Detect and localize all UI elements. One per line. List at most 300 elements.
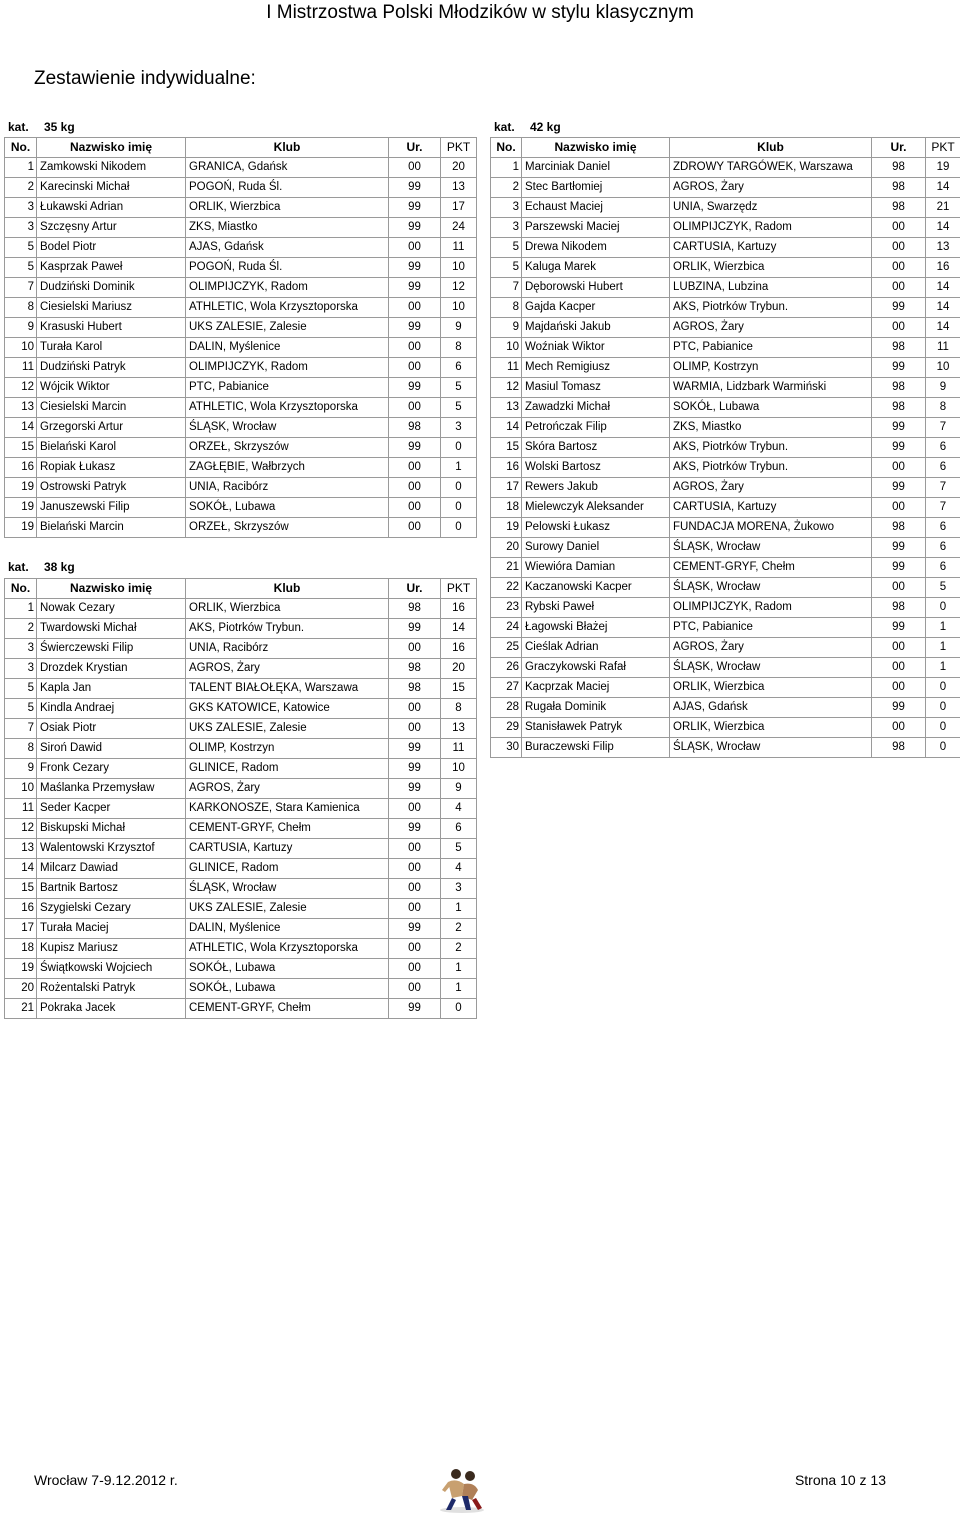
cell-club: CEMENT-GRYF, Chełm xyxy=(186,819,389,839)
table-row xyxy=(5,318,477,338)
table-row xyxy=(491,678,960,698)
cell-name: Gajda Kacper xyxy=(522,298,670,318)
table-row xyxy=(5,799,477,819)
cell-name: Skóra Bartosz xyxy=(522,438,670,458)
cell-points: 9 xyxy=(441,318,477,338)
cell-club: CARTUSIA, Kartuzy xyxy=(670,498,872,518)
table-row xyxy=(491,278,960,298)
table-row xyxy=(491,218,960,238)
cell-club: AGROS, Żary xyxy=(670,178,872,198)
cell-points: 2 xyxy=(441,919,477,939)
cell-birth-year: 00 xyxy=(872,718,926,738)
cell-name: Ciesielski Marcin xyxy=(37,398,186,418)
cell-rank: 14 xyxy=(5,859,37,879)
table-row xyxy=(5,879,477,899)
cell-name: Kupisz Mariusz xyxy=(37,939,186,959)
cell-points: 1 xyxy=(441,458,477,478)
cell-points: 13 xyxy=(926,238,960,258)
cell-birth-year: 99 xyxy=(389,278,441,298)
cell-name: Woźniak Wiktor xyxy=(522,338,670,358)
cell-birth-year: 98 xyxy=(389,418,441,438)
table-row xyxy=(5,178,477,198)
document-title: I Mistrzostwa Polski Młodzików w stylu klasycznym xyxy=(266,2,694,23)
kat-label: kat. xyxy=(8,560,29,574)
cell-rank: 2 xyxy=(5,178,37,198)
cell-club: UNIA, Racibórz xyxy=(186,639,389,659)
table-row xyxy=(5,859,477,879)
cell-points: 10 xyxy=(441,298,477,318)
cell-points: 5 xyxy=(441,398,477,418)
cell-name: Masiul Tomasz xyxy=(522,378,670,398)
cell-name: Karecinski Michał xyxy=(37,178,186,198)
table-row xyxy=(491,658,960,678)
cell-club: LUBZINA, Lubzina xyxy=(670,278,872,298)
cell-rank: 18 xyxy=(5,939,37,959)
cell-birth-year: 98 xyxy=(389,659,441,679)
cell-club: UNIA, Racibórz xyxy=(186,478,389,498)
cell-club: CARTUSIA, Kartuzy xyxy=(670,238,872,258)
cell-club: ORLIK, Wierzbica xyxy=(670,678,872,698)
cell-rank: 13 xyxy=(491,398,522,418)
cell-birth-year: 00 xyxy=(872,498,926,518)
cell-points: 5 xyxy=(926,578,960,598)
cell-club: PTC, Pabianice xyxy=(670,338,872,358)
cell-birth-year: 00 xyxy=(389,458,441,478)
table-row xyxy=(5,979,477,999)
table-header-row xyxy=(5,579,477,599)
cell-club: GRANICA, Gdańsk xyxy=(186,158,389,178)
table-row xyxy=(491,338,960,358)
cell-rank: 25 xyxy=(491,638,522,658)
cell-points: 19 xyxy=(926,158,960,178)
cell-club: DALIN, Myślenice xyxy=(186,919,389,939)
cell-club: AGROS, Żary xyxy=(670,638,872,658)
cell-name: Majdański Jakub xyxy=(522,318,670,338)
cell-points: 10 xyxy=(441,258,477,278)
cell-club: AJAS, Gdańsk xyxy=(670,698,872,718)
cell-points: 14 xyxy=(441,619,477,639)
cell-rank: 10 xyxy=(5,779,37,799)
cell-birth-year: 99 xyxy=(389,759,441,779)
cell-name: Marciniak Daniel xyxy=(522,158,670,178)
table-row xyxy=(491,518,960,538)
cell-rank: 5 xyxy=(5,258,37,278)
cell-name: Ciesielski Mariusz xyxy=(37,298,186,318)
cell-points: 11 xyxy=(926,338,960,358)
cell-points: 1 xyxy=(441,899,477,919)
cell-birth-year: 00 xyxy=(389,799,441,819)
cell-club: SOKÓŁ, Lubawa xyxy=(670,398,872,418)
cell-name: Turała Maciej xyxy=(37,919,186,939)
cell-birth-year: 00 xyxy=(389,839,441,859)
cell-club: SOKÓŁ, Lubawa xyxy=(186,959,389,979)
table-row xyxy=(491,238,960,258)
cell-birth-year: 98 xyxy=(872,158,926,178)
cell-rank: 17 xyxy=(5,919,37,939)
cell-rank: 26 xyxy=(491,658,522,678)
cell-club: ŚLĄSK, Wrocław xyxy=(670,578,872,598)
cell-rank: 3 xyxy=(491,198,522,218)
cell-birth-year: 99 xyxy=(389,438,441,458)
cell-name: Cieślak Adrian xyxy=(522,638,670,658)
cell-club: AGROS, Żary xyxy=(186,779,389,799)
cell-name: Szygielski Cezary xyxy=(37,899,186,919)
table-row xyxy=(491,538,960,558)
cell-birth-year: 00 xyxy=(872,458,926,478)
cell-club: AKS, Piotrków Trybun. xyxy=(670,438,872,458)
cell-club: POGOŃ, Ruda Śl. xyxy=(186,178,389,198)
table-row xyxy=(5,699,477,719)
cell-club: ZDROWY TARGÓWEK, Warszawa xyxy=(670,158,872,178)
table-row xyxy=(491,578,960,598)
cell-birth-year: 99 xyxy=(389,218,441,238)
cell-club: OLIMPIJCZYK, Radom xyxy=(670,218,872,238)
table-row xyxy=(491,618,960,638)
table-row xyxy=(5,899,477,919)
cell-name: Dudziński Dominik xyxy=(37,278,186,298)
cell-points: 9 xyxy=(926,378,960,398)
cell-name: Dęborowski Hubert xyxy=(522,278,670,298)
cell-rank: 22 xyxy=(491,578,522,598)
wrestlers-logo-icon xyxy=(434,1466,490,1514)
cell-points: 9 xyxy=(441,779,477,799)
cell-birth-year: 98 xyxy=(872,198,926,218)
cell-rank: 12 xyxy=(491,378,522,398)
cell-club: ORLIK, Wierzbica xyxy=(670,718,872,738)
cell-rank: 18 xyxy=(491,498,522,518)
cell-points: 7 xyxy=(926,418,960,438)
cell-name: Ostrowski Patryk xyxy=(37,478,186,498)
table-row xyxy=(5,719,477,739)
cell-name: Wiewióra Damian xyxy=(522,558,670,578)
cell-points: 17 xyxy=(441,198,477,218)
table-row xyxy=(491,298,960,318)
cell-name: Bartnik Bartosz xyxy=(37,879,186,899)
table-row xyxy=(5,418,477,438)
cell-birth-year: 00 xyxy=(389,338,441,358)
table-row xyxy=(5,498,477,518)
cell-name: Nowak Cezary xyxy=(37,599,186,619)
cell-club: AKS, Piotrków Trybun. xyxy=(670,298,872,318)
results-table-38kg xyxy=(4,578,477,1019)
cell-points: 8 xyxy=(441,699,477,719)
header-club: Klub xyxy=(670,138,872,158)
table-row xyxy=(5,739,477,759)
kat-label: kat. xyxy=(494,120,515,134)
cell-birth-year: 99 xyxy=(389,178,441,198)
cell-name: Parszewski Maciej xyxy=(522,218,670,238)
cell-rank: 5 xyxy=(491,258,522,278)
cell-rank: 7 xyxy=(491,278,522,298)
cell-club: UKS ZALESIE, Zalesie xyxy=(186,899,389,919)
cell-points: 12 xyxy=(441,278,477,298)
cell-name: Maślanka Przemysław xyxy=(37,779,186,799)
cell-birth-year: 98 xyxy=(872,598,926,618)
cell-birth-year: 99 xyxy=(872,298,926,318)
cell-points: 0 xyxy=(926,678,960,698)
table-row xyxy=(5,398,477,418)
table-row xyxy=(5,338,477,358)
cell-birth-year: 99 xyxy=(389,619,441,639)
cell-birth-year: 00 xyxy=(872,638,926,658)
cell-points: 1 xyxy=(926,638,960,658)
cell-name: Walentowski Krzysztof xyxy=(37,839,186,859)
cell-rank: 7 xyxy=(5,278,37,298)
cell-rank: 19 xyxy=(5,498,37,518)
table-row xyxy=(5,458,477,478)
cell-birth-year: 99 xyxy=(872,358,926,378)
cell-name: Zawadzki Michał xyxy=(522,398,670,418)
cell-club: CEMENT-GRYF, Chełm xyxy=(670,558,872,578)
cell-points: 0 xyxy=(441,438,477,458)
cell-name: Kapla Jan xyxy=(37,679,186,699)
cell-rank: 29 xyxy=(491,718,522,738)
cell-club: SOKÓŁ, Lubawa xyxy=(186,498,389,518)
cell-points: 0 xyxy=(926,698,960,718)
cell-rank: 15 xyxy=(5,438,37,458)
cell-club: ZAGŁĘBIE, Wałbrzych xyxy=(186,458,389,478)
cell-club: FUNDACJA MORENA, Żukowo xyxy=(670,518,872,538)
section-title: Zestawienie indywidualne: xyxy=(34,68,256,89)
cell-rank: 20 xyxy=(491,538,522,558)
table-row xyxy=(491,358,960,378)
cell-birth-year: 99 xyxy=(389,779,441,799)
cell-rank: 11 xyxy=(491,358,522,378)
cell-club: TALENT BIAŁOŁĘKA, Warszawa xyxy=(186,679,389,699)
cell-rank: 19 xyxy=(5,518,37,538)
cell-birth-year: 98 xyxy=(872,738,926,758)
header-no: No. xyxy=(491,138,522,158)
cell-birth-year: 00 xyxy=(389,498,441,518)
cell-points: 20 xyxy=(441,659,477,679)
cell-points: 14 xyxy=(926,178,960,198)
cell-points: 6 xyxy=(926,538,960,558)
cell-rank: 19 xyxy=(5,478,37,498)
cell-birth-year: 99 xyxy=(872,618,926,638)
table-row xyxy=(5,999,477,1019)
table-row xyxy=(5,218,477,238)
cell-name: Ropiak Łukasz xyxy=(37,458,186,478)
cell-birth-year: 00 xyxy=(389,699,441,719)
table-row xyxy=(491,438,960,458)
cell-rank: 15 xyxy=(5,879,37,899)
footer-page-number: Strona 10 z 13 xyxy=(794,1472,886,1488)
cell-club: ORZEŁ, Skrzyszów xyxy=(186,438,389,458)
cell-points: 8 xyxy=(441,338,477,358)
cell-birth-year: 99 xyxy=(872,438,926,458)
header-club: Klub xyxy=(186,579,389,599)
cell-birth-year: 00 xyxy=(389,398,441,418)
cell-name: Twardowski Michał xyxy=(37,619,186,639)
table-row xyxy=(491,698,960,718)
cell-points: 0 xyxy=(441,498,477,518)
cell-birth-year: 99 xyxy=(389,318,441,338)
cell-rank: 8 xyxy=(491,298,522,318)
cell-birth-year: 99 xyxy=(389,258,441,278)
cell-rank: 14 xyxy=(5,418,37,438)
table-row xyxy=(491,478,960,498)
cell-name: Stanisławek Patryk xyxy=(522,718,670,738)
table-row xyxy=(491,158,960,178)
cell-club: UNIA, Swarzędz xyxy=(670,198,872,218)
cell-birth-year: 00 xyxy=(389,298,441,318)
table-row xyxy=(5,839,477,859)
header-name: Nazwisko imię xyxy=(37,138,186,158)
cell-points: 11 xyxy=(441,238,477,258)
table-row xyxy=(5,518,477,538)
cell-birth-year: 99 xyxy=(389,378,441,398)
cell-birth-year: 98 xyxy=(872,398,926,418)
cell-birth-year: 00 xyxy=(872,318,926,338)
cell-name: Fronk Cezary xyxy=(37,759,186,779)
cell-name: Buraczewski Filip xyxy=(522,738,670,758)
cell-club: OLIMP, Kostrzyn xyxy=(670,358,872,378)
cell-birth-year: 99 xyxy=(872,558,926,578)
cell-club: UKS ZALESIE, Zalesie xyxy=(186,719,389,739)
cell-birth-year: 99 xyxy=(872,538,926,558)
cell-club: ZKS, Miastko xyxy=(670,418,872,438)
cell-rank: 21 xyxy=(491,558,522,578)
cell-club: OLIMPIJCZYK, Radom xyxy=(186,358,389,378)
cell-name: Wójcik Wiktor xyxy=(37,378,186,398)
footer-place-date: Wrocław 7-9.12.2012 r. xyxy=(34,1472,178,1488)
cell-name: Milcarz Dawiad xyxy=(37,859,186,879)
cell-club: CARTUSIA, Kartuzy xyxy=(186,839,389,859)
cell-club: ORLIK, Wierzbica xyxy=(186,599,389,619)
cell-points: 16 xyxy=(926,258,960,278)
cell-club: OLIMP, Kostrzyn xyxy=(186,739,389,759)
cell-birth-year: 00 xyxy=(389,899,441,919)
cell-points: 10 xyxy=(441,759,477,779)
cell-points: 6 xyxy=(441,819,477,839)
cell-rank: 9 xyxy=(5,318,37,338)
table-row xyxy=(5,238,477,258)
cell-name: Kacprzak Maciej xyxy=(522,678,670,698)
cell-name: Rewers Jakub xyxy=(522,478,670,498)
cell-name: Pokraka Jacek xyxy=(37,999,186,1019)
header-name: Nazwisko imię xyxy=(522,138,670,158)
cell-name: Kindla Andraej xyxy=(37,699,186,719)
cell-birth-year: 99 xyxy=(389,999,441,1019)
weight-label: 42 kg xyxy=(530,120,561,134)
cell-name: Łukawski Adrian xyxy=(37,198,186,218)
cell-club: ŚLĄSK, Wrocław xyxy=(186,418,389,438)
cell-name: Szczęsny Artur xyxy=(37,218,186,238)
cell-name: Stec Bartłomiej xyxy=(522,178,670,198)
cell-rank: 23 xyxy=(491,598,522,618)
cell-club: AGROS, Żary xyxy=(670,478,872,498)
cell-points: 6 xyxy=(926,518,960,538)
cell-rank: 27 xyxy=(491,678,522,698)
header-year: Ur. xyxy=(872,138,926,158)
cell-rank: 5 xyxy=(491,238,522,258)
cell-birth-year: 00 xyxy=(872,238,926,258)
cell-birth-year: 00 xyxy=(389,859,441,879)
cell-club: ŚLĄSK, Wrocław xyxy=(670,738,872,758)
cell-name: Wolski Bartosz xyxy=(522,458,670,478)
results-table-35kg xyxy=(4,137,477,538)
header-year: Ur. xyxy=(389,579,441,599)
table-row xyxy=(491,258,960,278)
cell-rank: 24 xyxy=(491,618,522,638)
cell-points: 1 xyxy=(441,959,477,979)
cell-club: GLINICE, Radom xyxy=(186,759,389,779)
cell-rank: 13 xyxy=(5,398,37,418)
cell-name: Bielański Marcin xyxy=(37,518,186,538)
cell-club: GLINICE, Radom xyxy=(186,859,389,879)
cell-name: Siroń Dawid xyxy=(37,739,186,759)
table-row xyxy=(491,558,960,578)
table-row xyxy=(5,438,477,458)
header-club: Klub xyxy=(186,138,389,158)
header-no: No. xyxy=(5,138,37,158)
cell-rank: 19 xyxy=(491,518,522,538)
cell-rank: 14 xyxy=(491,418,522,438)
table-row xyxy=(491,458,960,478)
cell-points: 16 xyxy=(441,639,477,659)
cell-birth-year: 00 xyxy=(389,979,441,999)
cell-birth-year: 99 xyxy=(389,919,441,939)
cell-rank: 21 xyxy=(5,999,37,1019)
table-header-row xyxy=(5,138,477,158)
cell-club: ATHLETIC, Wola Krzysztoporska xyxy=(186,939,389,959)
cell-rank: 16 xyxy=(5,458,37,478)
cell-club: GKS KATOWICE, Katowice xyxy=(186,699,389,719)
cell-birth-year: 00 xyxy=(389,158,441,178)
cell-club: PTC, Pabianice xyxy=(670,618,872,638)
cell-name: Osiak Piotr xyxy=(37,719,186,739)
cell-club: ORLIK, Wierzbica xyxy=(670,258,872,278)
cell-points: 15 xyxy=(441,679,477,699)
cell-rank: 13 xyxy=(5,839,37,859)
cell-name: Kaluga Marek xyxy=(522,258,670,278)
cell-name: Drewa Nikodem xyxy=(522,238,670,258)
cell-rank: 1 xyxy=(5,158,37,178)
table-row xyxy=(5,939,477,959)
cell-points: 10 xyxy=(926,358,960,378)
cell-name: Drozdek Krystian xyxy=(37,659,186,679)
table-row xyxy=(491,498,960,518)
cell-club: PTC, Pabianice xyxy=(186,378,389,398)
cell-rank: 3 xyxy=(5,639,37,659)
cell-club: ATHLETIC, Wola Krzysztoporska xyxy=(186,298,389,318)
cell-birth-year: 00 xyxy=(389,238,441,258)
cell-points: 6 xyxy=(441,358,477,378)
cell-points: 21 xyxy=(926,198,960,218)
cell-name: Rybski Paweł xyxy=(522,598,670,618)
cell-rank: 16 xyxy=(491,458,522,478)
cell-rank: 2 xyxy=(5,619,37,639)
cell-rank: 2 xyxy=(491,178,522,198)
cell-points: 2 xyxy=(441,939,477,959)
cell-points: 1 xyxy=(441,979,477,999)
table-row xyxy=(5,619,477,639)
cell-club: ATHLETIC, Wola Krzysztoporska xyxy=(186,398,389,418)
cell-birth-year: 98 xyxy=(389,679,441,699)
table-row xyxy=(5,659,477,679)
cell-birth-year: 00 xyxy=(389,358,441,378)
cell-rank: 3 xyxy=(5,659,37,679)
cell-birth-year: 98 xyxy=(389,599,441,619)
table-row xyxy=(491,198,960,218)
table-row xyxy=(5,278,477,298)
table-row xyxy=(5,599,477,619)
cell-rank: 8 xyxy=(5,298,37,318)
header-name: Nazwisko imię xyxy=(37,579,186,599)
cell-rank: 12 xyxy=(5,378,37,398)
table-row xyxy=(491,598,960,618)
table-row xyxy=(5,478,477,498)
